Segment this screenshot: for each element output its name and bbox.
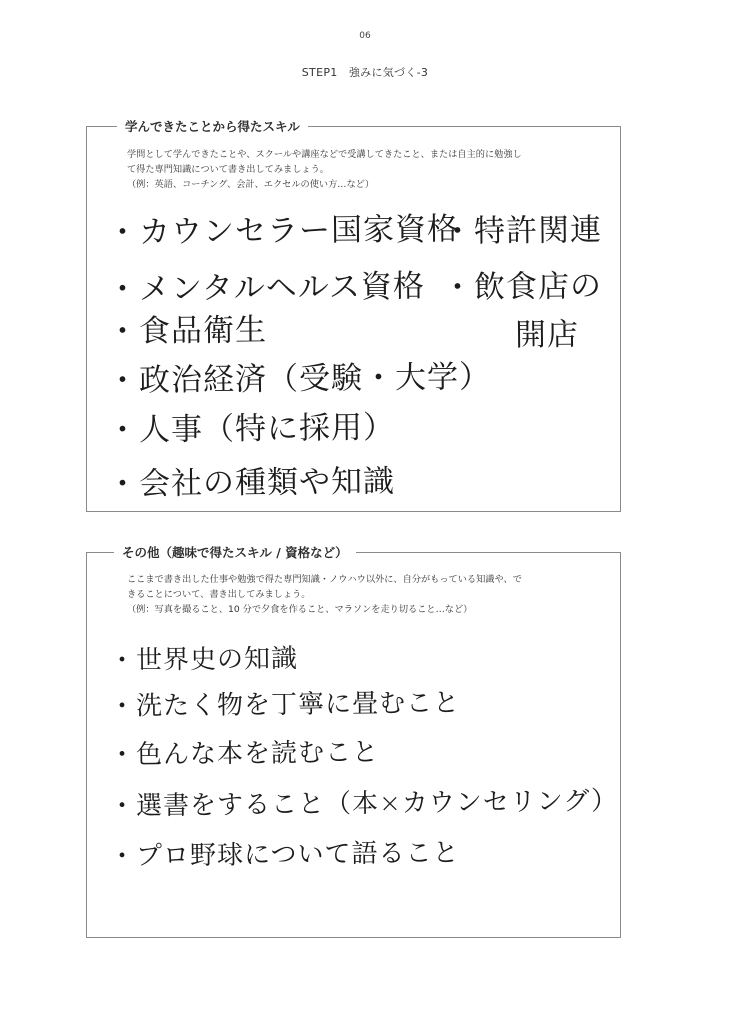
step-title: STEP1 強みに気づく-3 [301,66,429,79]
learned-skills-instructions [127,147,597,192]
handwritten-item: ・政治経済（受験・大学） [106,358,492,400]
other-skills-instructions [127,572,597,617]
instruction-example: （例：写真を撮ること、10 分で夕食を作ること、マラソンを走り切ること…など） [127,604,473,615]
handwritten-item: ・メンタルヘルス資格 [106,268,426,308]
handwritten-item: ・食品衛生 [106,312,268,350]
other-skills-title: その他（趣味で得たスキル / 資格など） [114,543,356,561]
other-skills-section [86,545,621,938]
handwritten-item: ・カウンセラー国家資格 [106,211,460,251]
instruction-line: きることについて、書き出してみましょう。 [127,589,311,600]
handwritten-item: ・会社の種類や知識 [106,463,396,503]
handwritten-item: ・洗たく物を丁寧に畳むこと [108,688,461,722]
handwritten-item: ・プロ野球について語ること [108,838,460,872]
instruction-line: ここまで書き出した仕事や勉強で得た専門知識・ノウハウ以外に、自分がもっている知識や、で [127,574,522,585]
instruction-line: て得た専門知識について書き出してみましょう。 [127,164,329,175]
instruction-line: 学問として学んできたことや、スクールや講座などで受講してきたこと、または自主的に勉強し [127,149,522,160]
handwritten-item: ・世界史の知識 [108,644,299,676]
learned-skills-title: 学んできたことから得たスキル [117,117,308,135]
handwritten-item: ・色んな本を読むこと [108,737,380,771]
handwritten-item: ・特許関連 [441,212,603,250]
handwritten-item: 開店 [514,316,580,354]
handwritten-item: ・選書をすること（本×カウンセリング） [108,786,619,822]
learned-skills-section [86,119,621,512]
handwritten-item: ・飲食店の [441,268,603,306]
page-number: 06 [359,31,371,41]
handwritten-item: ・人事（特に採用） [106,409,396,449]
instruction-example: （例：英語、コーチング、会計、エクセルの使い方…など） [127,179,375,190]
